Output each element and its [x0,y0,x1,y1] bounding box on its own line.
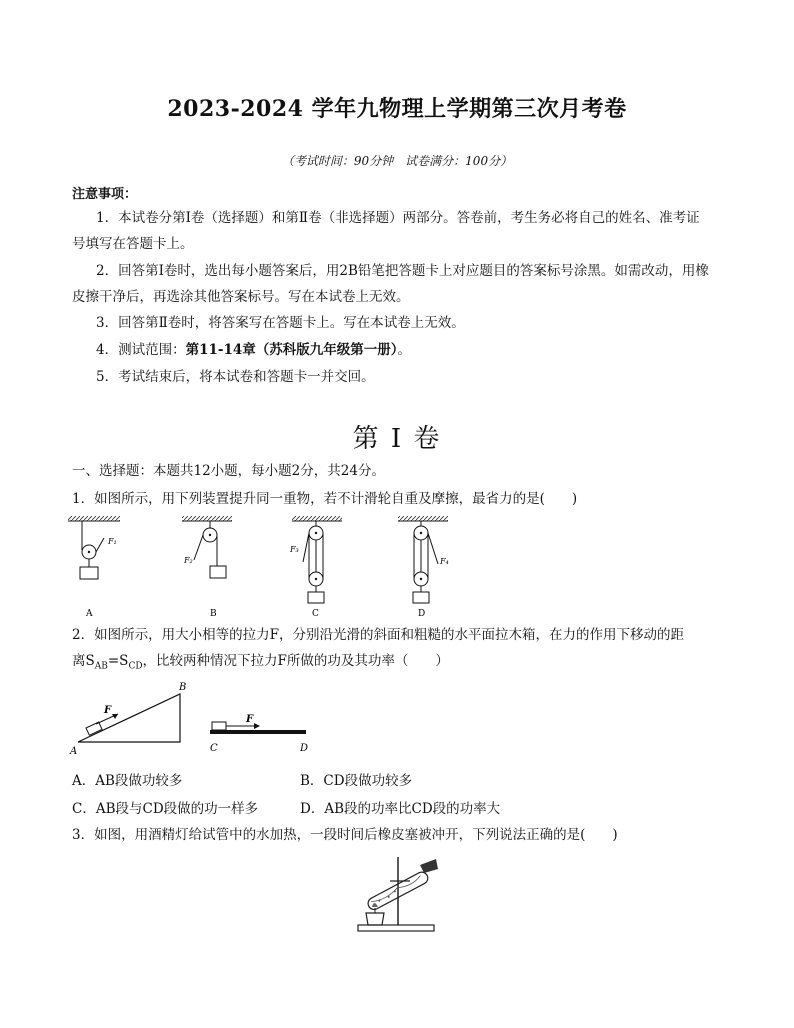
note-2-line-2: 皮擦干净后，再选涂其他答案标号。写在本试卷上无效。 [72,289,410,305]
notes-heading: 注意事项： [72,187,138,202]
option-label-c: C [312,609,319,619]
incline-diagram [69,682,186,757]
question-2-text-s: 离S [72,653,95,669]
question-2-option-d[interactable]: D．AB段的功率比CD段的功率大 [300,801,501,817]
incline-force-label: F [104,705,112,716]
page-title: 2023-2024 学年九物理上学期第三次月考卷 [167,96,627,122]
subscript-ab: AB [94,661,108,672]
question-2-option-a[interactable]: A．AB段做功较多 [72,773,183,789]
question-2-option-b[interactable]: B．CD段做功较多 [300,773,413,789]
pulley-setup-b [182,516,232,619]
pulley-setup-a [68,516,120,619]
part-one-heading: 一、选择题：本题共12小题，每小题2分，共24分。 [72,463,385,479]
horizontal-force-label: F [246,714,254,725]
question-2-stem-line-1: 2．如图所示，用大小相等的拉力F，分别沿光滑的斜面和粗糙的水平面拉木箱，在力的作用下移动的距 [72,627,684,643]
note-4-scope: 第11-14章（苏科版九年级第一册） [185,342,398,358]
option-label-b: B [210,609,217,619]
note-1-line-1: 1．本试卷分第Ⅰ卷（选择题）和第Ⅱ卷（非选择题）两部分。答卷前，考生务必将自己的姓名、准考证 [96,210,700,226]
force-label-d: F₄ [440,557,449,566]
point-a-label: A [70,746,78,757]
pulley-setup-c [289,516,342,619]
note-5: 5．考试结束后，将本试卷和答题卡一并交回。 [96,369,375,385]
question-2-figure [60,676,320,758]
horizontal-diagram [210,714,308,754]
note-4 [72,337,732,363]
option-label-d: D [418,609,426,619]
note-2-line-1: 2．回答第Ⅰ卷时，选出每小题答案后，用2B铅笔把答题卡上对应题目的答案标号涂黑。如需改动，用橡 [96,263,709,279]
note-4-suffix: 。 [397,342,412,358]
question-1-pulley-figure [60,512,460,622]
force-label-c: F₃ [290,545,299,554]
point-b-label: B [179,682,187,693]
exam-info: （考试时间：90分钟 试卷满分：100分） [281,154,513,168]
force-label-a: F₁ [108,537,117,546]
point-d-label: D [300,743,309,754]
pulley-setup-d [398,516,449,619]
section-title: 第 I 卷 [352,424,442,454]
note-4-prefix: 4．测试范围： [96,342,186,358]
question-1-stem: 1．如图所示，用下列装置提升同一重物，若不计滑轮自重及摩擦，最省力的是( ) [72,491,578,507]
subscript-cd: CD [128,661,143,672]
note-3: 3．回答第Ⅱ卷时，将答案写在答题卡上。写在本试卷上无效。 [96,315,465,331]
force-label-b: F₂ [184,556,193,565]
question-3-stem: 3．如图，用酒精灯给试管中的水加热，一段时间后橡皮塞被冲开，下列说法正确的是( ) [72,827,618,843]
question-3-alcohol-lamp-figure [352,853,442,933]
question-2-stem-line-2 [72,648,732,680]
question-2-text-rest: ，比较两种情况下拉力F所做的功及其功率（ ） [142,653,449,669]
question-2-text-eq: =S [107,653,129,669]
note-1-line-2: 号填写在答题卡上。 [72,236,194,252]
point-c-label: C [210,743,218,754]
question-2-option-c[interactable]: C．AB段与CD段做的功一样多 [72,801,259,817]
option-label-a: A [86,609,93,619]
